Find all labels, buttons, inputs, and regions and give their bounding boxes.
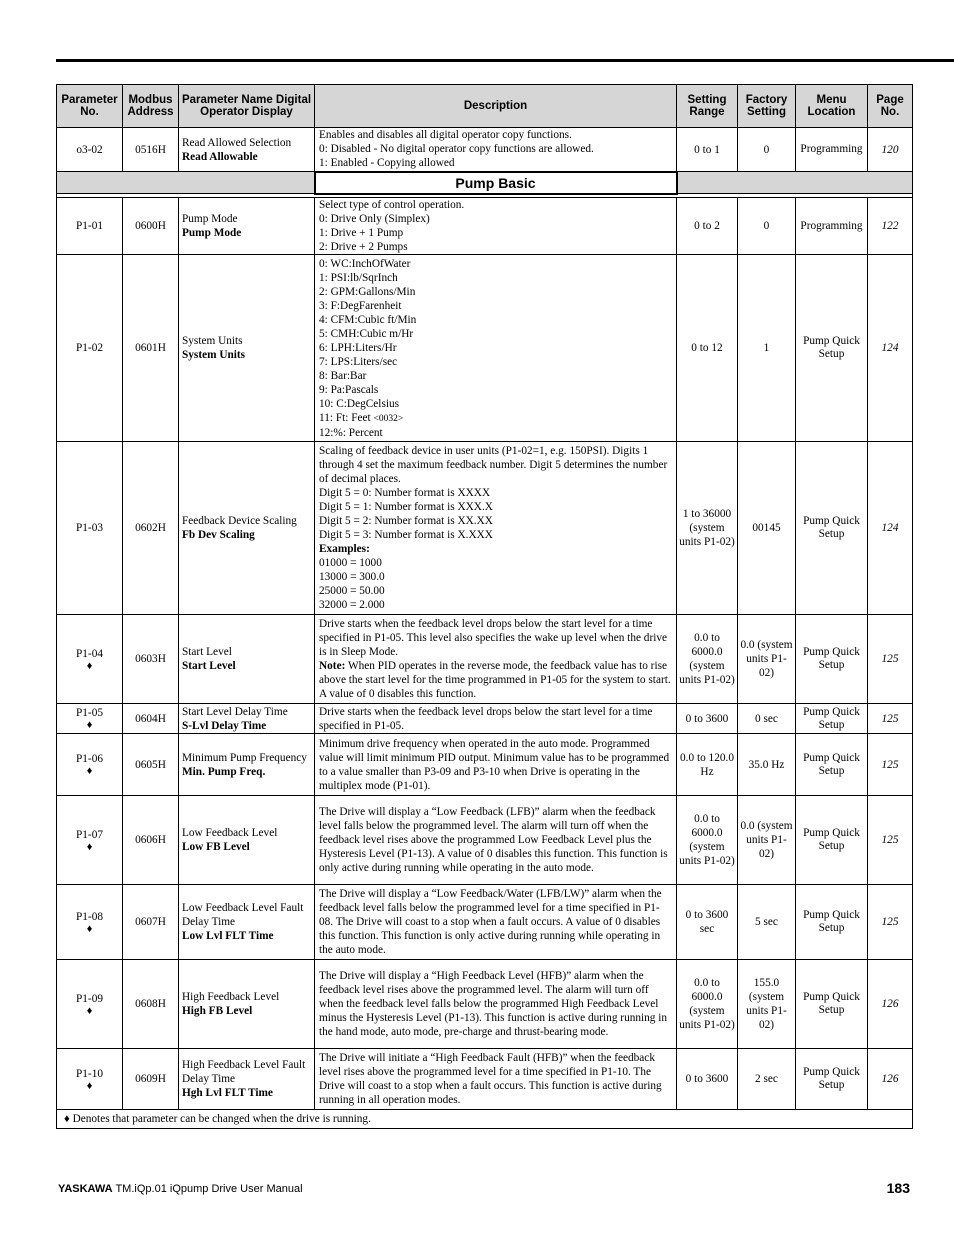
description-cell [315, 1049, 677, 1110]
param-name-cell [179, 615, 315, 704]
page-number: 126 [868, 1049, 913, 1110]
menu-location: Pump Quick Setup [796, 960, 868, 1049]
description-line: 9: Pa:Pascals [319, 383, 379, 396]
description-cell [315, 198, 677, 255]
param-no: P1-02 [76, 342, 103, 354]
setting-range: 0.0 to 6000.0 (system units P1-02) [677, 796, 738, 885]
param-name-cell [179, 442, 315, 615]
header-factory: Factory Setting [738, 85, 796, 128]
description-line: 32000 = 2.000 [319, 599, 385, 611]
footnote-row [57, 1110, 913, 1129]
description-cell [315, 734, 677, 796]
factory-setting: 35.0 Hz [738, 734, 796, 796]
section-row [57, 172, 913, 194]
setting-range: 0.0 to 120.0 Hz [677, 734, 738, 796]
modbus-address: 0600H [123, 198, 179, 255]
description-line: 0: Drive Only (Simplex) [319, 213, 430, 225]
param-no-cell [57, 442, 123, 615]
modbus-address: 0609H [123, 1049, 179, 1110]
table-row [57, 1049, 913, 1110]
diamond-icon: ♦ [86, 659, 93, 672]
param-no-cell [57, 796, 123, 885]
header-menu: Menu Location [796, 85, 868, 128]
operator-display: Read Allowable [182, 150, 258, 163]
operator-display: Fb Dev Scaling [182, 529, 255, 541]
operator-display: Pump Mode [182, 227, 242, 239]
param-name: Pump Mode [182, 213, 238, 225]
setting-range: 1 to 36000 (system units P1-02) [677, 442, 738, 615]
description-cell [315, 442, 677, 615]
description-cell [315, 615, 677, 704]
description-cell [315, 255, 677, 442]
description-line: Digit 5 = 2: Number format is XX.XX [319, 515, 493, 527]
section-fill [677, 172, 913, 194]
param-name-cell [179, 704, 315, 734]
description-line: 5: CMH:Cubic m/Hr [319, 327, 414, 340]
table-row [57, 704, 913, 734]
description-line: 10: C:DegCelsius [319, 397, 400, 410]
param-name-cell [179, 198, 315, 255]
description-cell [315, 704, 677, 734]
table-row [57, 885, 913, 960]
factory-setting: 0 [738, 198, 796, 255]
header-page: Page No. [868, 85, 913, 128]
description-line: Digit 5 = 1: Number format is XXX.X [319, 501, 493, 513]
operator-display: Start Level [182, 660, 236, 672]
param-name-cell [179, 885, 315, 960]
description-line: 1: Drive + 1 Pump [319, 227, 404, 239]
setting-range: 0 to 3600 sec [677, 885, 738, 960]
operator-display: Hgh Lvl FLT Time [182, 1087, 273, 1099]
factory-setting: 1 [738, 255, 796, 442]
table-row [57, 796, 913, 885]
menu-location: Pump Quick Setup [796, 796, 868, 885]
setting-range: 0.0 to 6000.0 (system units P1-02) [677, 615, 738, 704]
modbus-address: 0604H [123, 704, 179, 734]
operator-display: Low FB Level [182, 841, 250, 853]
table-row [57, 255, 913, 442]
modbus-address: 0602H [123, 442, 179, 615]
page-number: 125 [868, 796, 913, 885]
page-number: 125 [868, 615, 913, 704]
setting-range: 0 to 1 [677, 128, 738, 172]
factory-setting: 00145 [738, 442, 796, 615]
description-line: Minimum drive frequency when operated in the auto mode. Programmed value will limit minimum PID output. Minimum value has to be programmed to a value smaller than P3-09 and P3-10 when Drive is operating in the multiplex mode (P1-01). [319, 737, 670, 792]
footnote: ♦ Denotes that parameter can be changed when the drive is running. [57, 1110, 913, 1129]
operator-display: Min. Pump Freq. [182, 765, 266, 778]
param-name-cell [179, 255, 315, 442]
header-range: Setting Range [677, 85, 738, 128]
description-line: Scaling of feedback device in user units (P1-02=1, e.g. 150PSI). Digits 1 through 4 set the maximum feedback number. Digit 5 determines the number of decimal places. [319, 445, 668, 485]
table-row [57, 960, 913, 1049]
modbus-address: 0606H [123, 796, 179, 885]
description-cell [315, 796, 677, 885]
description-line: 7: LPS:Liters/sec [319, 355, 398, 368]
diamond-icon: ♦ [86, 1004, 93, 1017]
factory-setting: 0 sec [738, 704, 796, 734]
page-number: 120 [868, 128, 913, 172]
description-line: 12:%: Percent [319, 426, 383, 439]
param-no-cell [57, 615, 123, 704]
menu-location: Pump Quick Setup [796, 885, 868, 960]
diamond-icon: ♦ [86, 719, 93, 731]
param-no-cell [57, 734, 123, 796]
header-param-no: Parameter No. [57, 85, 123, 128]
param-no: P1-03 [76, 522, 103, 534]
parameter-table [56, 84, 913, 1129]
diamond-icon: ♦ [86, 765, 93, 777]
param-no: P1-08 [76, 910, 103, 923]
param-name: High Feedback Level Fault Delay Time [182, 1059, 306, 1085]
description-line: Enables and disables all digital operator copy functions. [319, 129, 572, 142]
param-name-cell [179, 128, 315, 172]
factory-setting: 5 sec [738, 885, 796, 960]
table-row [57, 128, 913, 172]
setting-range: 0 to 3600 [677, 1049, 738, 1110]
operator-display: System Units [182, 349, 246, 361]
operator-display: High FB Level [182, 1005, 253, 1017]
factory-setting: 2 sec [738, 1049, 796, 1110]
page-number: 124 [868, 255, 913, 442]
table-row [57, 442, 913, 615]
modbus-address: 0516H [123, 128, 179, 172]
setting-range: 0.0 to 6000.0 (system units P1-02) [677, 960, 738, 1049]
footer-manual-title: TM.iQp.01 iQpump Drive User Manual [112, 1183, 303, 1195]
param-name: Low Feedback Level Fault Delay Time [182, 902, 304, 928]
diamond-icon: ♦ [86, 1079, 93, 1092]
param-no: P1-01 [76, 220, 103, 232]
description-line: The Drive will initiate a “High Feedback Fault (HFB)” when the feedback level rises above the programmed level for a time specified in P1-10. The Drive will coast to a stop when a fault occurs. This function is active during running in all operation modes. [319, 1052, 662, 1106]
footer-manual [58, 1183, 303, 1195]
param-no-cell [57, 255, 123, 442]
operator-display: Low Lvl FLT Time [182, 930, 274, 942]
param-no: o3-02 [57, 128, 123, 172]
param-name: Feedback Device Scaling [182, 515, 297, 527]
description-line: 11: Ft: Feet <0032> [319, 411, 404, 424]
param-name-cell [179, 796, 315, 885]
description-line: Drive starts when the feedback level drops below the start level for a time specified in P1-05. This level also specifies the wake up level when the drive is in Sleep Mode. [319, 618, 668, 658]
description-line: 0: WC:InchOfWater [319, 257, 411, 270]
description-cell [315, 885, 677, 960]
menu-location: Pump Quick Setup [796, 704, 868, 734]
header-description: Description [315, 85, 677, 128]
header-name: Parameter Name Digital Operator Display [179, 85, 315, 128]
setting-range: 0 to 3600 [677, 704, 738, 734]
diamond-icon: ♦ [86, 922, 93, 935]
page-number: 122 [868, 198, 913, 255]
footer-brand: YASKAWA [58, 1183, 113, 1195]
param-name: System Units [182, 335, 243, 347]
param-name-cell [179, 960, 315, 1049]
factory-setting: 0 [738, 128, 796, 172]
description-line: 01000 = 1000 [319, 557, 382, 569]
description-line: Digit 5 = 3: Number format is X.XXX [319, 529, 493, 541]
menu-location: Programming [796, 128, 868, 172]
description-line: 1: PSI:lb/SqrInch [319, 271, 398, 284]
page-number: 124 [868, 442, 913, 615]
page-number: 125 [868, 885, 913, 960]
modbus-address: 0608H [123, 960, 179, 1049]
factory-setting: 0.0 (system units P1-02) [738, 615, 796, 704]
modbus-address: 0603H [123, 615, 179, 704]
description-line: 25000 = 50.00 [319, 585, 385, 597]
description-line: The Drive will display a “High Feedback Level (HFB)” alarm when the feedback level rises above the programmed level. The alarm will turn off when the feedback level falls below the programmed High Feedback Level minus the Hysteresis Level (P1-13). This function is active during running in the hand mode, auto mode, pre-charge and thrust-bearing mode. [319, 970, 668, 1038]
setting-range: 0 to 12 [677, 255, 738, 442]
description-line: 1: Enabled - Copying allowed [319, 157, 455, 170]
header-modbus: Modbus Address [123, 85, 179, 128]
modbus-address: 0607H [123, 885, 179, 960]
description-cell [315, 960, 677, 1049]
param-no-cell [57, 198, 123, 255]
table-row [57, 734, 913, 796]
param-no: P1-06 [76, 753, 103, 765]
param-name: Read Allowed Selection [182, 136, 292, 149]
param-name: Minimum Pump Frequency [182, 751, 307, 764]
factory-setting: 155.0 (system units P1-02) [738, 960, 796, 1049]
menu-location: Pump Quick Setup [796, 615, 868, 704]
param-no-cell [57, 704, 123, 734]
table-row [57, 198, 913, 255]
operator-display: S-Lvl Delay Time [182, 719, 267, 732]
param-no: P1-09 [76, 992, 103, 1005]
param-name: Start Level [182, 646, 232, 658]
factory-setting: 0.0 (system units P1-02) [738, 796, 796, 885]
param-name-cell [179, 1049, 315, 1110]
param-name-cell [179, 734, 315, 796]
description-line: Select type of control operation. [319, 199, 465, 211]
description-line: The Drive will display a “Low Feedback/Water (LFB/LW)” alarm when the feedback level falls below the programmed level for a time specified in P1-08. The Drive will coast to a stop when a fault occurs. A value of 0 disables this function. This function is only active during running while operating in the auto mode. [319, 888, 662, 956]
param-no-cell [57, 960, 123, 1049]
footer-page-number: 183 [886, 1180, 910, 1196]
description-line: 13000 = 300.0 [319, 571, 385, 583]
menu-location: Pump Quick Setup [796, 442, 868, 615]
param-no-cell [57, 885, 123, 960]
revision-note: <0032> [373, 413, 404, 424]
page-number: 125 [868, 704, 913, 734]
note-label: Note: [319, 660, 346, 672]
description-line: 8: Bar:Bar [319, 369, 367, 382]
setting-range: 0 to 2 [677, 198, 738, 255]
param-no: P1-04 [76, 647, 103, 660]
table-header-row [57, 85, 913, 128]
description-line: 0: Disabled - No digital operator copy functions are allowed. [319, 143, 594, 156]
description-line: 4: CFM:Cubic ft/Min [319, 313, 417, 326]
modbus-address: 0605H [123, 734, 179, 796]
description-line: Drive starts when the feedback level drops below the start level for a time specified in P1-05. [319, 705, 653, 732]
param-name: Start Level Delay Time [182, 705, 288, 718]
modbus-address: 0601H [123, 255, 179, 442]
page-number: 125 [868, 734, 913, 796]
menu-location: Programming [796, 198, 868, 255]
page-number: 126 [868, 960, 913, 1049]
description-line: Examples: [319, 543, 370, 555]
description-line: Digit 5 = 0: Number format is XXXX [319, 487, 491, 499]
description-cell [315, 128, 677, 172]
description-line: 2: Drive + 2 Pumps [319, 241, 408, 253]
menu-location: Pump Quick Setup [796, 734, 868, 796]
description-line: 6: LPH:Liters/Hr [319, 341, 397, 354]
param-no: P1-10 [76, 1067, 103, 1080]
description-line: The Drive will display a “Low Feedback (LFB)” alarm when the feedback level falls below the programmed level. The alarm will turn off when the feedback level rises above the programmed Low Feedback Level plus the Hysteresis Level (P1-13). A value of 0 disables this function. This function is only active during running while operating in the auto mode. [319, 806, 668, 874]
description-line: 2: GPM:Gallons/Min [319, 285, 416, 298]
table-row [57, 615, 913, 704]
param-name: High Feedback Level [182, 991, 280, 1003]
diamond-icon: ♦ [86, 840, 93, 853]
param-name: Low Feedback Level [182, 827, 278, 839]
param-no-cell [57, 1049, 123, 1110]
description-line: 3: F:DegFarenheit [319, 299, 402, 312]
note-text: When PID operates in the reverse mode, the feedback value has to rise above the start level for the time programmed in P1-05 for the system to start. A value of 0 disables this function. [319, 660, 671, 700]
section-fill [57, 172, 315, 194]
param-no: P1-05 [76, 707, 103, 719]
menu-location: Pump Quick Setup [796, 255, 868, 442]
param-no: P1-07 [76, 828, 103, 841]
description-note [319, 659, 673, 701]
section-title: Pump Basic [315, 172, 677, 194]
top-rule [56, 59, 954, 62]
menu-location: Pump Quick Setup [796, 1049, 868, 1110]
